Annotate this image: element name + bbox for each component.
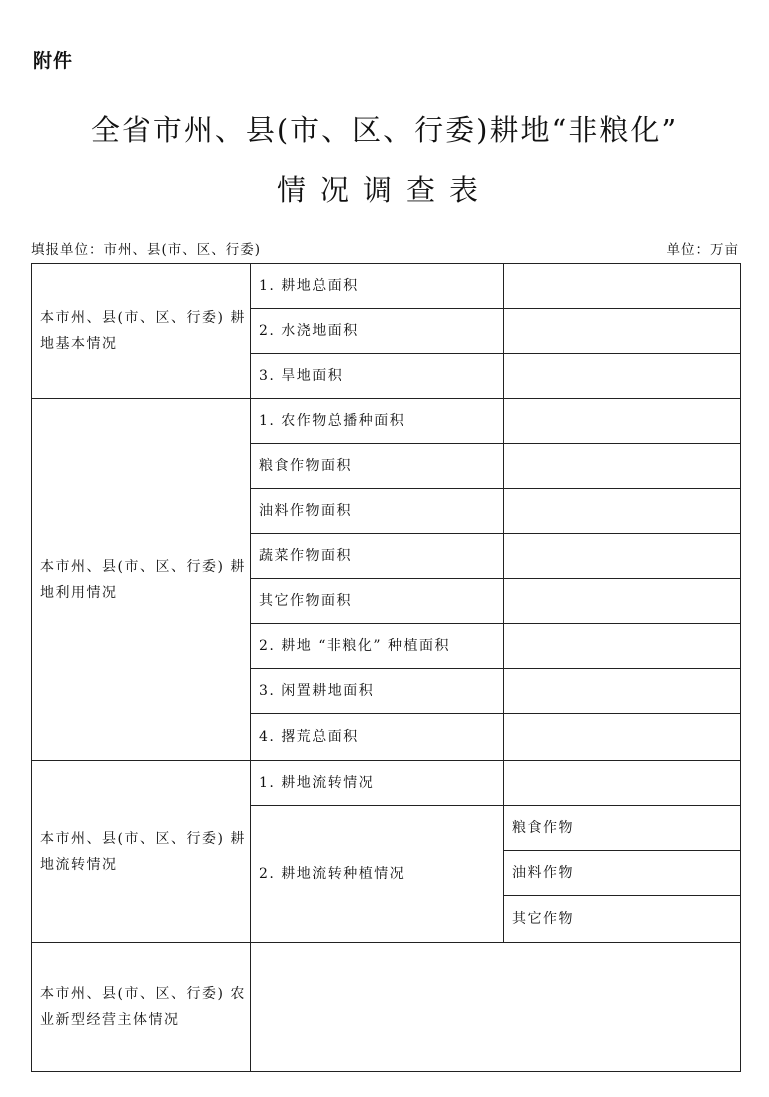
section-usage-label: 本市州、县(市、区、行委) 耕地利用情况 [32,399,251,761]
value-cell[interactable] [504,579,741,624]
table-row [32,399,741,444]
reporting-unit: 填报单位：市州、县(市、区、行委) [31,242,262,258]
row-label: 2. 耕地流转种植情况 [251,806,504,943]
row-label: 1. 农作物总播种面积 [251,399,504,444]
value-cell[interactable] [504,761,741,806]
value-cell[interactable] [504,354,741,399]
crop-cell: 粮食作物 [504,806,741,851]
value-cell[interactable] [504,399,741,444]
row-label: 3. 闲置耕地面积 [251,669,504,714]
table-row [32,264,741,309]
value-cell[interactable] [504,444,741,489]
survey-table [31,263,741,1072]
section-transfer-label: 本市州、县(市、区、行委) 耕地流转情况 [32,761,251,943]
table-row [32,943,741,1072]
section-basic-label: 本市州、县(市、区、行委) 耕地基本情况 [32,264,251,399]
value-cell[interactable] [504,669,741,714]
row-label: 蔬菜作物面积 [251,534,504,579]
value-cell[interactable] [504,309,741,354]
row-label: 粮食作物面积 [251,444,504,489]
crop-cell: 油料作物 [504,851,741,896]
value-cell[interactable] [251,943,741,1072]
row-label: 其它作物面积 [251,579,504,624]
value-cell[interactable] [504,534,741,579]
row-label: 油料作物面积 [251,489,504,534]
row-label: 3. 旱地面积 [251,354,504,399]
row-label: 1. 耕地总面积 [251,264,504,309]
row-label: 2. 耕地 “非粮化” 种植面积 [251,624,504,669]
value-cell[interactable] [504,714,741,761]
section-new-agents-label: 本市州、县(市、区、行委) 农业新型经营主体情况 [32,943,251,1072]
row-label: 2. 水浇地面积 [251,309,504,354]
value-cell[interactable] [504,489,741,534]
value-cell[interactable] [504,624,741,669]
crop-cell: 其它作物 [504,896,741,943]
measurement-unit: 单位：万亩 [666,242,739,258]
value-cell[interactable] [504,264,741,309]
attachment-label: 附件 [33,50,74,72]
table-row [32,761,741,806]
page-subtitle: 情况调查表 [276,173,492,207]
row-label: 4. 撂荒总面积 [251,714,504,761]
page-title: 全省市州、县(市、区、行委)耕地“非粮化” [90,113,679,147]
row-label: 1. 耕地流转情况 [251,761,504,806]
